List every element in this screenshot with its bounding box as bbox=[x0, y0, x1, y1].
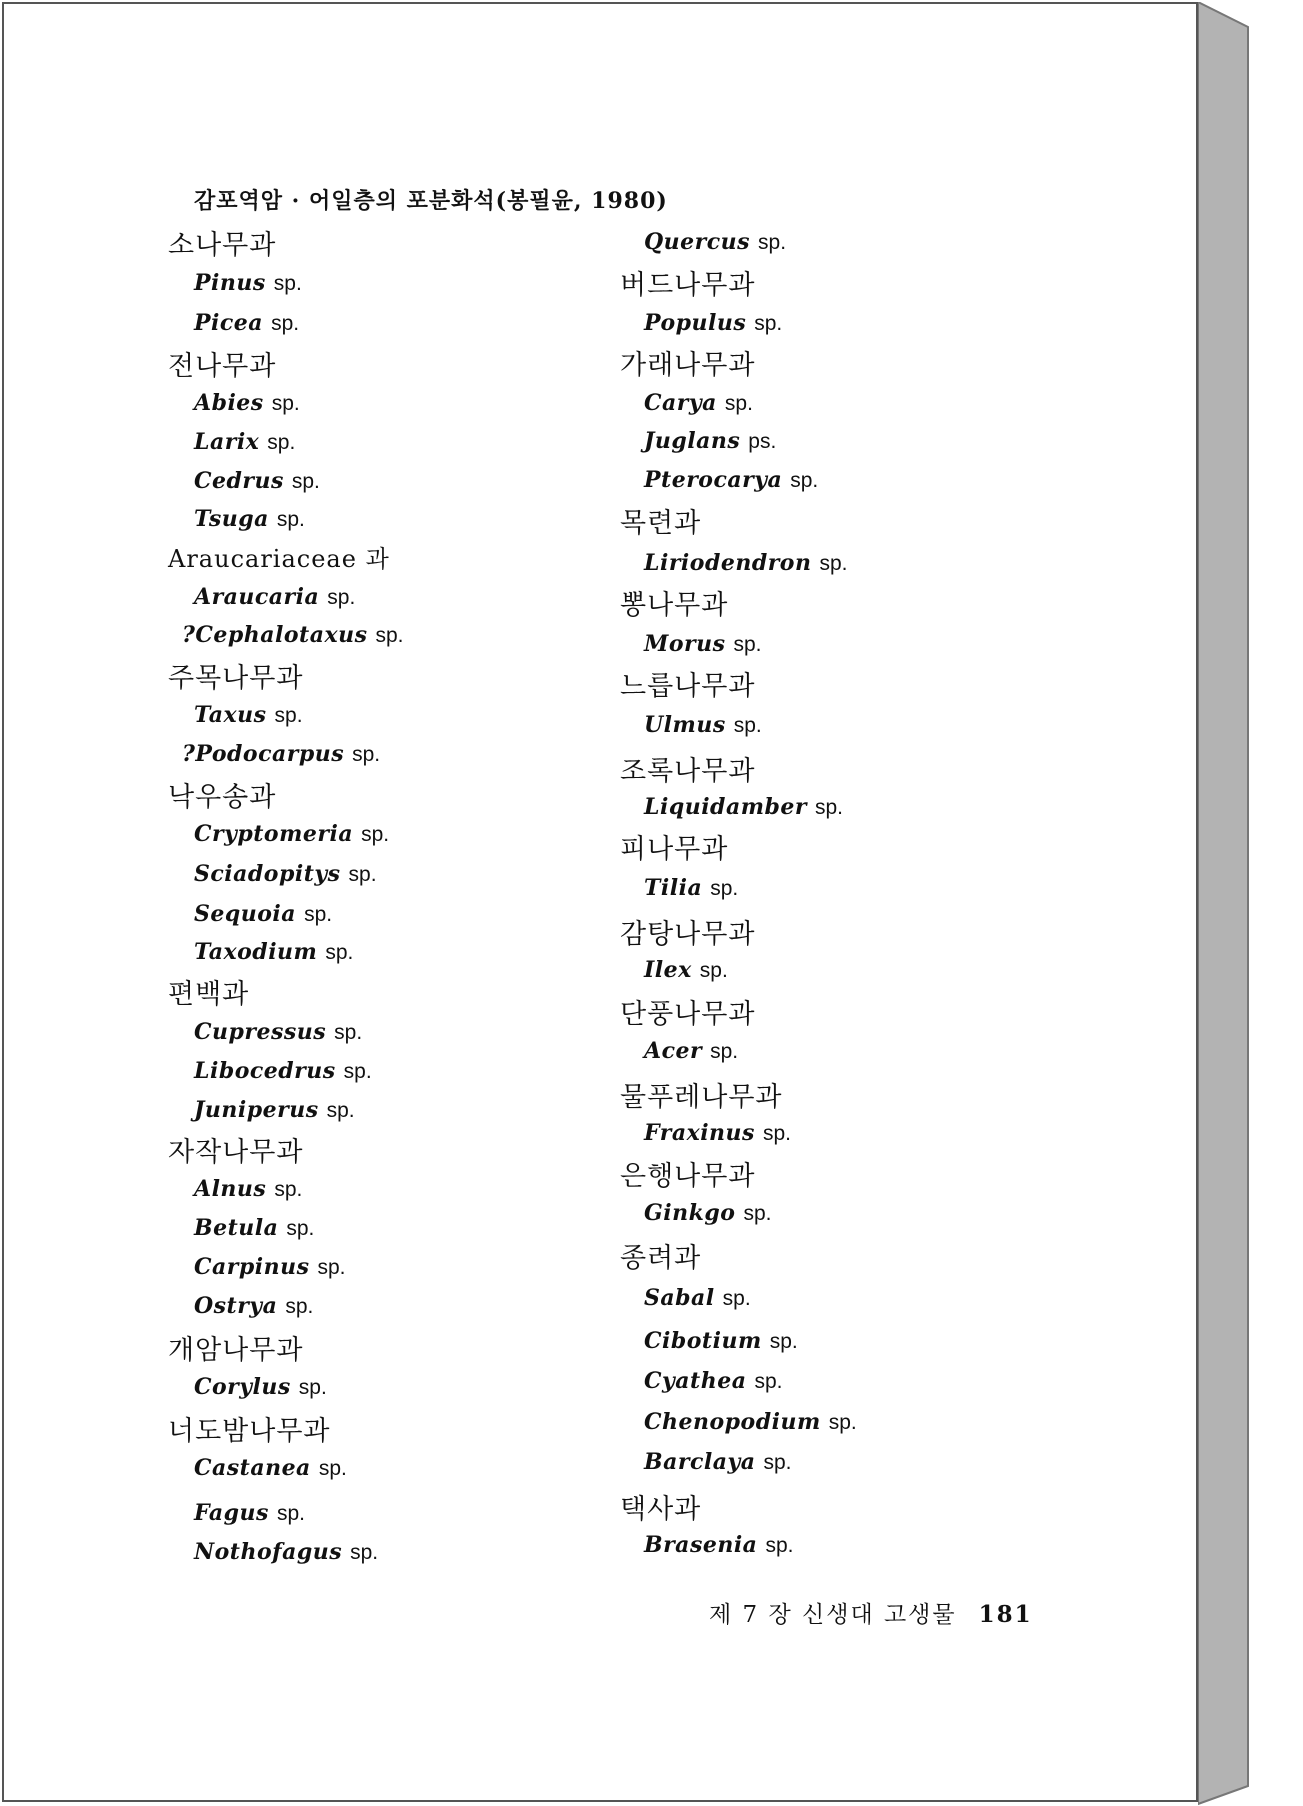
genus-entry bbox=[194, 861, 377, 887]
genus-name: Castanea bbox=[194, 1455, 311, 1481]
species-abbrev: sp. bbox=[274, 1178, 303, 1201]
genus-entry bbox=[194, 468, 320, 494]
genus-entry bbox=[194, 270, 302, 296]
species-abbrev: sp. bbox=[743, 1202, 772, 1225]
genus-entry bbox=[644, 1038, 738, 1064]
species-abbrev: sp. bbox=[814, 796, 843, 819]
family-heading: 뽕나무과 bbox=[620, 590, 729, 621]
family-heading: 자작나무과 bbox=[168, 1137, 304, 1168]
species-abbrev: sp. bbox=[790, 469, 819, 492]
genus-entry bbox=[644, 1285, 751, 1311]
genus-name: Tsuga bbox=[194, 506, 269, 532]
genus-entry bbox=[644, 229, 786, 255]
genus-name: Cupressus bbox=[194, 1019, 327, 1045]
genus-name: Pterocarya bbox=[644, 467, 783, 493]
species-abbrev: sp. bbox=[276, 1502, 305, 1525]
genus-name: Ilex bbox=[644, 957, 692, 983]
species-abbrev: sp. bbox=[762, 1122, 791, 1145]
species-abbrev: sp. bbox=[298, 1376, 327, 1399]
species-abbrev: sp. bbox=[699, 959, 728, 982]
family-heading: 단풍나무과 bbox=[620, 999, 756, 1030]
family-heading: 전나무과 bbox=[168, 351, 277, 382]
genus-entry bbox=[644, 875, 738, 901]
genus-entry bbox=[194, 506, 305, 532]
genus-entry bbox=[194, 1176, 302, 1202]
heading-reference: (봉필윤, 1980) bbox=[495, 188, 668, 214]
genus-entry bbox=[644, 1200, 771, 1226]
family-heading: 은행나무과 bbox=[620, 1161, 756, 1192]
genus-name: Carya bbox=[644, 390, 717, 416]
family-heading: 종려과 bbox=[620, 1243, 702, 1274]
genus-name: Corylus bbox=[194, 1374, 291, 1400]
genus-name: Quercus bbox=[644, 229, 751, 255]
genus-entry bbox=[194, 390, 300, 416]
genus-entry bbox=[644, 1120, 791, 1146]
genus-name: Populus bbox=[644, 310, 747, 336]
species-abbrev: sp. bbox=[722, 1287, 751, 1310]
species-abbrev: sp. bbox=[710, 1040, 739, 1063]
genus-entry bbox=[644, 1328, 798, 1354]
genus-entry bbox=[644, 794, 843, 820]
species-abbrev: sp. bbox=[325, 941, 354, 964]
genus-entry bbox=[182, 741, 380, 767]
genus-entry bbox=[644, 1409, 857, 1435]
family-heading: 느릅나무과 bbox=[620, 671, 756, 702]
genus-name: Fagus bbox=[194, 1500, 269, 1526]
genus-name: Acer bbox=[644, 1038, 703, 1064]
species-abbrev: sp. bbox=[819, 552, 848, 575]
family-heading: 가래나무과 bbox=[620, 350, 756, 381]
species-abbrev: sp. bbox=[348, 863, 377, 886]
genus-name: Cedrus bbox=[194, 468, 284, 494]
species-abbrev: sp. bbox=[724, 392, 753, 415]
heading-title: 감포역암 · 어일층의 포분화석 bbox=[194, 188, 496, 214]
family-heading: 편백과 bbox=[168, 979, 250, 1010]
genus-name: Liriodendron bbox=[644, 550, 812, 576]
page-stack-edge bbox=[1198, 2, 1303, 1806]
species-abbrev: sp. bbox=[361, 823, 390, 846]
genus-entry bbox=[194, 1097, 355, 1123]
table-heading bbox=[194, 184, 668, 215]
genus-entry bbox=[194, 584, 355, 610]
genus-name: Alnus bbox=[194, 1176, 267, 1202]
genus-name: Brasenia bbox=[644, 1532, 758, 1558]
genus-entry bbox=[194, 939, 353, 965]
genus-name: Betula bbox=[194, 1215, 279, 1241]
genus-name: Liquidamber bbox=[644, 794, 807, 820]
species-abbrev: sp. bbox=[276, 508, 305, 531]
species-abbrev: sp. bbox=[765, 1534, 794, 1557]
species-abbrev: sp. bbox=[317, 1256, 346, 1279]
genus-name: Taxus bbox=[194, 702, 267, 728]
family-heading: 택사과 bbox=[620, 1494, 702, 1525]
genus-name: Juglans bbox=[644, 428, 741, 454]
genus-name: Libocedrus bbox=[194, 1058, 336, 1084]
species-abbrev: sp. bbox=[758, 231, 787, 254]
family-heading: 물푸레나무과 bbox=[620, 1082, 783, 1113]
genus-name: ?Podocarpus bbox=[182, 741, 345, 767]
species-abbrev: sp. bbox=[273, 272, 302, 295]
genus-name: Carpinus bbox=[194, 1254, 310, 1280]
family-heading: 피나무과 bbox=[620, 834, 729, 865]
species-abbrev: sp. bbox=[769, 1330, 798, 1353]
genus-entry bbox=[194, 1019, 362, 1045]
species-abbrev: sp. bbox=[291, 470, 320, 493]
species-abbrev: sp. bbox=[318, 1457, 347, 1480]
species-abbrev: sp. bbox=[343, 1060, 372, 1083]
genus-entry bbox=[194, 310, 299, 336]
family-heading: 낙우송과 bbox=[168, 782, 277, 813]
genus-name: Chenopodium bbox=[644, 1409, 821, 1435]
genus-entry bbox=[194, 702, 303, 728]
species-abbrev: sp. bbox=[286, 1217, 315, 1240]
species-abbrev: sp. bbox=[375, 624, 404, 647]
species-abbrev: sp. bbox=[350, 1541, 379, 1564]
genus-entry bbox=[644, 1449, 792, 1475]
species-abbrev: sp. bbox=[828, 1411, 857, 1434]
genus-name: ?Cephalotaxus bbox=[182, 622, 368, 648]
genus-entry bbox=[194, 1539, 378, 1565]
genus-entry bbox=[644, 467, 818, 493]
genus-name: Picea bbox=[194, 310, 264, 336]
genus-entry bbox=[194, 1500, 305, 1526]
genus-name: Sciadopitys bbox=[194, 861, 341, 887]
page-number: 181 bbox=[978, 1601, 1033, 1628]
family-heading: 목련과 bbox=[620, 508, 702, 539]
genus-entry bbox=[194, 821, 389, 847]
genus-name: Sabal bbox=[644, 1285, 715, 1311]
species-abbrev: sp. bbox=[733, 633, 762, 656]
genus-entry bbox=[194, 1215, 314, 1241]
genus-name: Barclaya bbox=[644, 1449, 756, 1475]
family-heading: 너도밤나무과 bbox=[168, 1416, 331, 1447]
family-heading: 소나무과 bbox=[168, 230, 277, 261]
genus-entry bbox=[644, 310, 782, 336]
genus-name: Ginkgo bbox=[644, 1200, 736, 1226]
species-abbrev: sp. bbox=[327, 586, 356, 609]
genus-entry bbox=[644, 428, 776, 454]
genus-entry bbox=[194, 1293, 313, 1319]
genus-name: Pinus bbox=[194, 270, 266, 296]
genus-name: Cryptomeria bbox=[194, 821, 354, 847]
genus-name: Sequoia bbox=[194, 901, 297, 927]
genus-entry bbox=[194, 1254, 346, 1280]
genus-name: Cibotium bbox=[644, 1328, 762, 1354]
genus-entry bbox=[182, 622, 404, 648]
genus-name: Cyathea bbox=[644, 1368, 747, 1394]
genus-entry bbox=[644, 390, 753, 416]
species-abbrev: sp. bbox=[304, 903, 333, 926]
genus-entry bbox=[194, 901, 332, 927]
genus-entry bbox=[644, 957, 728, 983]
family-heading: Araucariaceae 과 bbox=[168, 545, 390, 573]
family-heading: 주목나무과 bbox=[168, 663, 304, 694]
genus-entry bbox=[644, 550, 847, 576]
species-abbrev: sp. bbox=[754, 1370, 783, 1393]
species-abbrev: sp. bbox=[274, 704, 303, 727]
book-page bbox=[2, 2, 1198, 1802]
genus-name: Juniperus bbox=[194, 1097, 319, 1123]
genus-name: Abies bbox=[194, 390, 264, 416]
species-abbrev: sp. bbox=[285, 1295, 314, 1318]
genus-name: Araucaria bbox=[194, 584, 320, 610]
species-abbrev: sp. bbox=[754, 312, 783, 335]
genus-entry bbox=[194, 1374, 327, 1400]
genus-name: Taxodium bbox=[194, 939, 318, 965]
species-abbrev: sp. bbox=[334, 1021, 363, 1044]
species-abbrev: sp. bbox=[271, 312, 300, 335]
species-abbrev: sp. bbox=[733, 714, 762, 737]
genus-name: Morus bbox=[644, 631, 726, 657]
genus-name: Nothofagus bbox=[194, 1539, 343, 1565]
genus-entry bbox=[194, 1455, 347, 1481]
genus-name: Fraxinus bbox=[644, 1120, 755, 1146]
species-abbrev: sp. bbox=[763, 1451, 792, 1474]
species-abbrev: sp. bbox=[352, 743, 381, 766]
page-footer bbox=[709, 1596, 1033, 1629]
family-heading: 버드나무과 bbox=[620, 270, 756, 301]
genus-entry bbox=[644, 631, 762, 657]
species-abbrev: sp. bbox=[710, 877, 739, 900]
genus-name: Ostrya bbox=[194, 1293, 278, 1319]
genus-name: Larix bbox=[194, 429, 260, 455]
genus-name: Ulmus bbox=[644, 712, 726, 738]
species-abbrev: sp. bbox=[271, 392, 300, 415]
family-heading: 조록나무과 bbox=[620, 756, 756, 787]
genus-entry bbox=[644, 1368, 782, 1394]
species-abbrev: sp. bbox=[267, 431, 296, 454]
genus-entry bbox=[644, 712, 762, 738]
chapter-title: 제 7 장 신생대 고생물 bbox=[709, 1602, 957, 1628]
genus-entry bbox=[194, 429, 295, 455]
species-abbrev: ps. bbox=[748, 430, 777, 453]
family-heading: 감탕나무과 bbox=[620, 919, 756, 950]
genus-name: Tilia bbox=[644, 875, 703, 901]
genus-entry bbox=[194, 1058, 372, 1084]
species-abbrev: sp. bbox=[326, 1099, 355, 1122]
family-heading: 개암나무과 bbox=[168, 1335, 304, 1366]
genus-entry bbox=[644, 1532, 793, 1558]
